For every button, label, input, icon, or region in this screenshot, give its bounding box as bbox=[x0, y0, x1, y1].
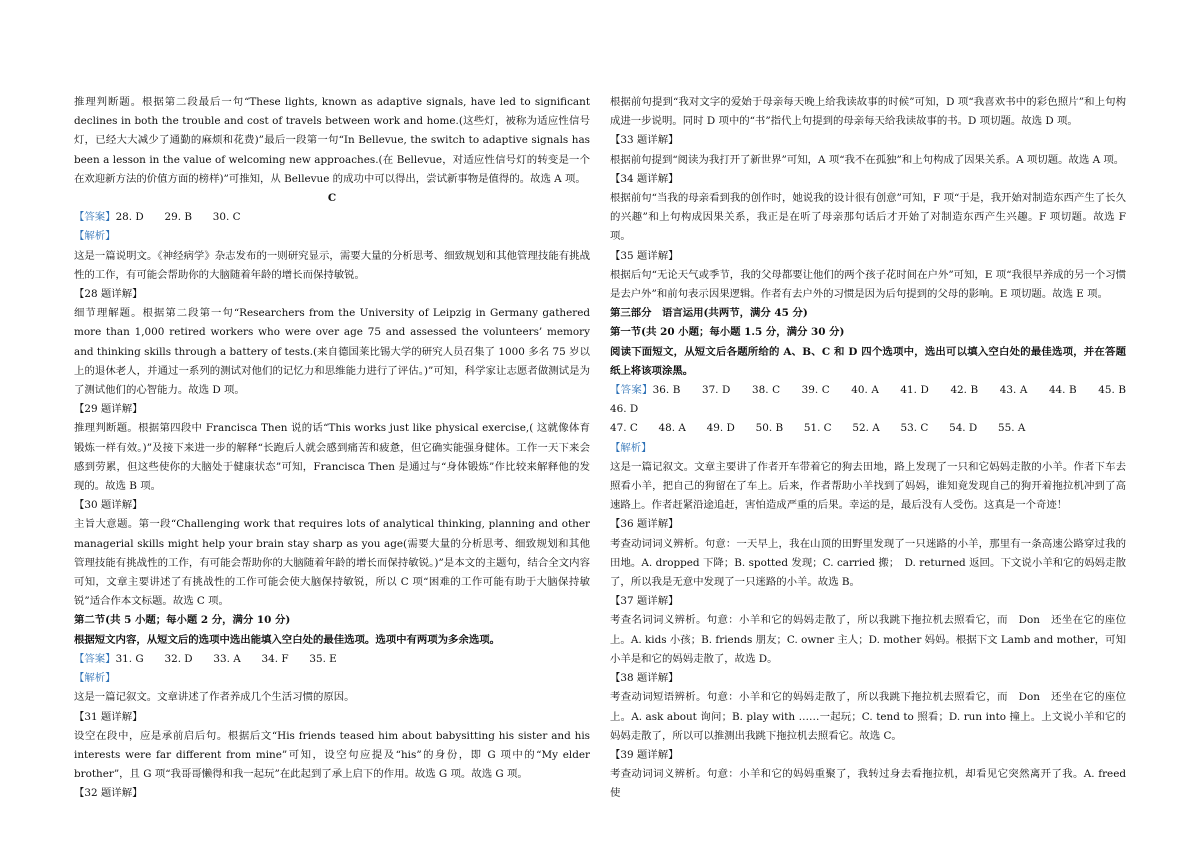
answer-tag: 【答案】 bbox=[610, 384, 653, 397]
section-instruction: 阅读下面短文，从短文后各题所给的 A、B、C 和 D 四个选项中，选出可以填入空白处的最佳选项，并在答题纸上将该项涂黑。 bbox=[610, 345, 1126, 377]
part-title: 第三部分 语言运用(共两节，满分 45 分) bbox=[610, 307, 808, 320]
question-heading: 【29 题详解】 bbox=[74, 403, 143, 416]
section-heading: C bbox=[327, 192, 337, 205]
question-explanation: 细节理解题。根据第二段第一句“Researchers from the University of Leipzig in Germany gathered more than 1,000 retired workers who were over age 75 and assessed the volunteers’ memory and thinking skills through a battery of tests.(来自德国莱比锡大学的研究人员召集了 1000 多名 75 岁以上的退休老人，并通过一系列的测试对他们的记忆力和思维能力进行了评估。)”可知，科学家让志愿者做测试是为了测试他们的心智能力。故选 D 项。 bbox=[74, 307, 590, 397]
answer-values: 28. D 29. B 30. C bbox=[115, 211, 241, 224]
section-instruction: 根据短文内容，从短文后的选项中选出能填入空白处的最佳选项。选项中有两项为多余选项。 bbox=[74, 633, 501, 646]
analysis-tag: 【解析】 bbox=[74, 230, 116, 243]
answer-line bbox=[74, 208, 590, 227]
question-heading: 【37 题详解】 bbox=[610, 595, 679, 608]
question-explanation: 考查动词词义辨析。句意：一天早上，我在山顶的田野里发现了一只迷路的小羊，那里有一条高速公路穿过我的田地。A. dropped 下降；B. spotted 发现；C. carried 搬； D. returned 返回。下文说小羊和它的妈妈走散了，所以我是无意中发现了一只迷路的小羊。故选 B。 bbox=[610, 537, 1126, 589]
section-title: 第二节(共 5 小题；每小题 2 分，满分 10 分) bbox=[74, 614, 291, 627]
answer-values: 36. B 37. D 38. C 39. C 40. A 41. D 42. B 43. A 44. B 45. B 46. D bbox=[610, 384, 1147, 416]
answer-tag: 【答案】 bbox=[74, 211, 116, 224]
question-explanation: 主旨大意题。第一段“Challenging work that requires lots of analytical thinking, planning and other managerial skills might help your brain stay sharp as you age(需要大量的分析思考、细致规划和其他管理技能有挑战性的工作，有可能会帮助你的大脑随着年龄的增长而保持敏锐。)”是本文的主题句，结合全文内容可知，文章主要讲述了有挑战性的工作可能会使大脑保持敏锐，所以 C 项“困难的工作可能有助于大脑保持敏锐”适合作本文标题。故选 C 项。 bbox=[74, 518, 590, 608]
question-explanation: 根据前句提到“阅读为我打开了新世界”可知，A 项“我不在孤独”和上句构成了因果关系。A 项切题。故选 A 项。 bbox=[610, 153, 1125, 166]
question-explanation: 考查名词词义辨析。句意：小羊和它的妈妈走散了，所以我跳下拖拉机去照看它，而 Don 还坐在它的座位上。A. kids 小孩；B. friends 朋友；C. owner 主人；D. mother 妈妈。根据下文 Lamb and mother，可知小羊是和它的妈妈走散了，故选 D。 bbox=[610, 614, 1126, 665]
analysis-text: 这是一篇说明文。《神经病学》杂志发布的一则研究显示，需要大量的分析思考、细致规划和其他管理技能有挑战性的工作，有可能会帮助你的大脑随着年龄的增长而保持敏锐。 bbox=[74, 249, 590, 281]
question-heading: 【36 题详解】 bbox=[610, 518, 679, 531]
left-column bbox=[74, 93, 590, 804]
analysis-tag: 【解析】 bbox=[610, 441, 652, 454]
answer-line bbox=[74, 650, 590, 669]
question-heading: 【33 题详解】 bbox=[610, 134, 679, 147]
answer-line bbox=[610, 381, 1147, 419]
right-column bbox=[610, 93, 1147, 804]
section-title: 第一节(共 20 小题；每小题 1.5 分，满分 30 分) bbox=[610, 326, 845, 339]
analysis-text: 这是一篇记叙文。文章讲述了作者养成几个生活习惯的原因。 bbox=[74, 691, 355, 704]
question-explanation: 根据前句提到“我对文字的爱始于母亲每天晚上给我读故事的时候”可知，D 项“我喜欢书中的彩色照片”和上句构成进一步说明。同时 D 项中的“书”指代上句提到的母亲每天给我读故事的书。D 项切题。故选 D 项。 bbox=[610, 96, 1126, 128]
question-explanation: 考查动词词义辨析。句意：小羊和它的妈妈重聚了，我转过身去看拖拉机，却看见它突然离开了我。A. freed 使 bbox=[610, 768, 1137, 800]
question-heading: 【32 题详解】 bbox=[74, 787, 143, 800]
answer-tag: 【答案】 bbox=[74, 652, 116, 665]
question-explanation: 根据后句“无论天气或季节，我的父母都要让他们的两个孩子花时间在户外”可知，E 项“我很早养成的另一个习惯是去户外”和前句表示因果逻辑。作者有去户外的习惯是因为后句提到的父母的影响。E 项切题。故选 E 项。 bbox=[610, 268, 1126, 301]
question-heading: 【35 题详解】 bbox=[610, 249, 679, 262]
question-explanation: 推理判断题。根据第四段中 Francisca Then 说的话“This works just like physical exercise,( 这就像体育锻炼一样有效。)”及接下来进一步的解释“长跑后人就会感到痛苦和疲惫，但它确实能强身健体。工作一天下来会感到劳累，但这些使你的大脑处于健康状态”可知，Francisca Then 是通过与“身体锻炼”作比较来解释他的发现的。故选 B 项。 bbox=[74, 422, 590, 493]
question-heading: 【30 题详解】 bbox=[74, 499, 143, 512]
question-heading: 【34 题详解】 bbox=[610, 172, 679, 185]
answer-values-line2: 47. C 48. A 49. D 50. B 51. C 52. A 53. C 54. D 55. A bbox=[610, 422, 1026, 435]
question-explanation: 设空在段中，应是承前启后句。根据后文“His friends teased him about babysitting his sister and his interests were far different from mine”可知，设空句应提及“his”的身份，即 G 项中的“My elder brother”，且 G 项“我哥哥懒得和我一起玩”在此起到了承上启下的作用。故选 G 项。故选 G 项。 bbox=[74, 729, 590, 781]
question-heading: 【28 题详解】 bbox=[74, 288, 143, 301]
answer-values: 31. G 32. D 33. A 34. F 35. E bbox=[115, 652, 337, 665]
answer-explanation-text: 推理判断题。根据第二段最后一句“These lights, known as adaptive signals, have led to significant declines in both the trouble and cost of travels between work and home.(这些灯，被称为适应性信号灯，已经大大减少了通勤的麻烦和花费)”最后一段第一句“In Bellevue, the switch to adaptive signals has been a lesson in the value of welcoming new approaches.(在 Bellevue，对适应性信号灯的转变是一个在欢迎新方法的价值方面的榜样)”可推知，从 Bellevue 的成功中可以得出，尝试新事物是值得的。故选 A 项。 bbox=[74, 96, 590, 185]
question-heading: 【31 题详解】 bbox=[74, 710, 143, 723]
question-explanation: 根据前句“当我的母亲看到我的创作时，她说我的设计很有创意”可知，F 项“于是，我开始对制造东西产生了长久的兴趣”和上句构成因果关系，我正是在听了母亲那句话后才开始了对制造东西产生兴趣。F 项切题。故选 F 项。 bbox=[610, 192, 1126, 243]
question-heading: 【39 题详解】 bbox=[610, 748, 679, 761]
analysis-tag: 【解析】 bbox=[74, 672, 116, 685]
analysis-text: 这是一篇记叙文。文章主要讲了作者开车带着它的狗去田地，路上发现了一只和它妈妈走散的小羊。作者下车去照看小羊，把自己的狗留在了车上。后来，作者帮助小羊找到了妈妈，谁知竟发现自己的狗开着拖拉机冲到了高速路上。作者赶紧沿途追赶，害怕造成严重的后果。幸运的是，最后没有人受伤。这真是一个奇迹！ bbox=[610, 460, 1126, 512]
question-explanation: 考查动词短语辨析。句意：小羊和它的妈妈走散了，所以我跳下拖拉机去照看它，而 Don 还坐在它的座位上。A. ask about 询问；B. play with ……一起玩；C. tend to 照看；D. run into 撞上。上文说小羊和它的妈妈走散了，所以可以推测出我跳下拖拉机去照看它。故选 C。 bbox=[610, 691, 1126, 742]
question-heading: 【38 题详解】 bbox=[610, 672, 679, 685]
